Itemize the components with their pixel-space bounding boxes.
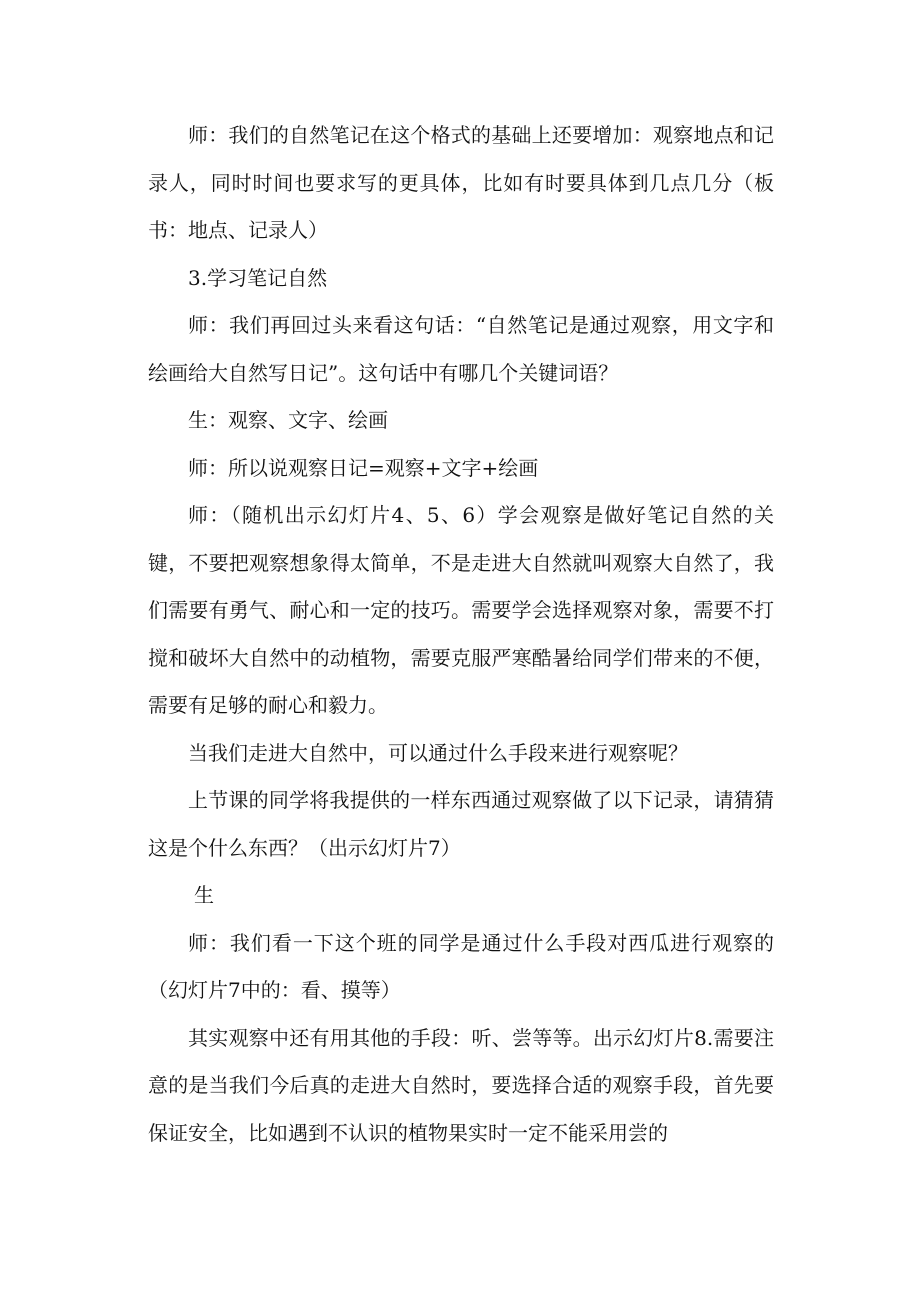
document-body (148, 112, 774, 1157)
paragraph-teacher-definition: 师：我们再回过头来看这句话：“自然笔记是通过观察，用文字和绘画给大自然写日记”。这句话中有哪几个关键词语？ (148, 313, 774, 385)
paragraph-observation-question: 当我们走进大自然中，可以通过什么手段来进行观察呢？ (188, 740, 688, 765)
paragraph-teacher-watermelon: 师：我们看一下这个班的同学是通过什么手段对西瓜进行观察的（幻灯片7中的：看、摸等） (148, 930, 774, 1002)
paragraph-teacher-observation-key: 师：（随机出示幻灯片4、5、6）学会观察是做好笔记自然的关键，不要把观察想象得太简单，不是走进大自然就叫观察大自然了，我们需要有勇气、耐心和一定的技巧。需要学会选择观察对象，需要不打搅和破坏大自然中的动植物，需要克服严寒酷暑给同学们带来的不便，需要有足够的耐心和毅力。 (148, 503, 774, 717)
paragraph-student-answer: 生：观察、文字、绘画 (188, 408, 388, 432)
paragraph-guess-object: 上节课的同学将我提供的一样东西通过观察做了以下记录，请猜猜这是个什么东西？（出示幻灯片7） (148, 788, 774, 860)
paragraph-teacher-formula: 师：所以说观察日记=观察+文字+绘画 (188, 455, 539, 480)
section-heading-learn-notes: 3.学习笔记自然 (188, 265, 328, 290)
paragraph-student-short: 生 (194, 883, 214, 907)
paragraph-other-methods: 其实观察中还有用其他的手段：听、尝等等。出示幻灯片8.需要注意的是当我们今后真的走进大自然时，要选择合适的观察手段，首先要保证安全，比如遇到不认识的植物果实时一定不能采用尝的 (148, 1025, 774, 1145)
paragraph-teacher-format: 师：我们的自然笔记在这个格式的基础上还要增加：观察地点和记录人，同时时间也要求写的更具体，比如有时要具体到几点几分（板书：地点、记录人） (148, 123, 774, 242)
